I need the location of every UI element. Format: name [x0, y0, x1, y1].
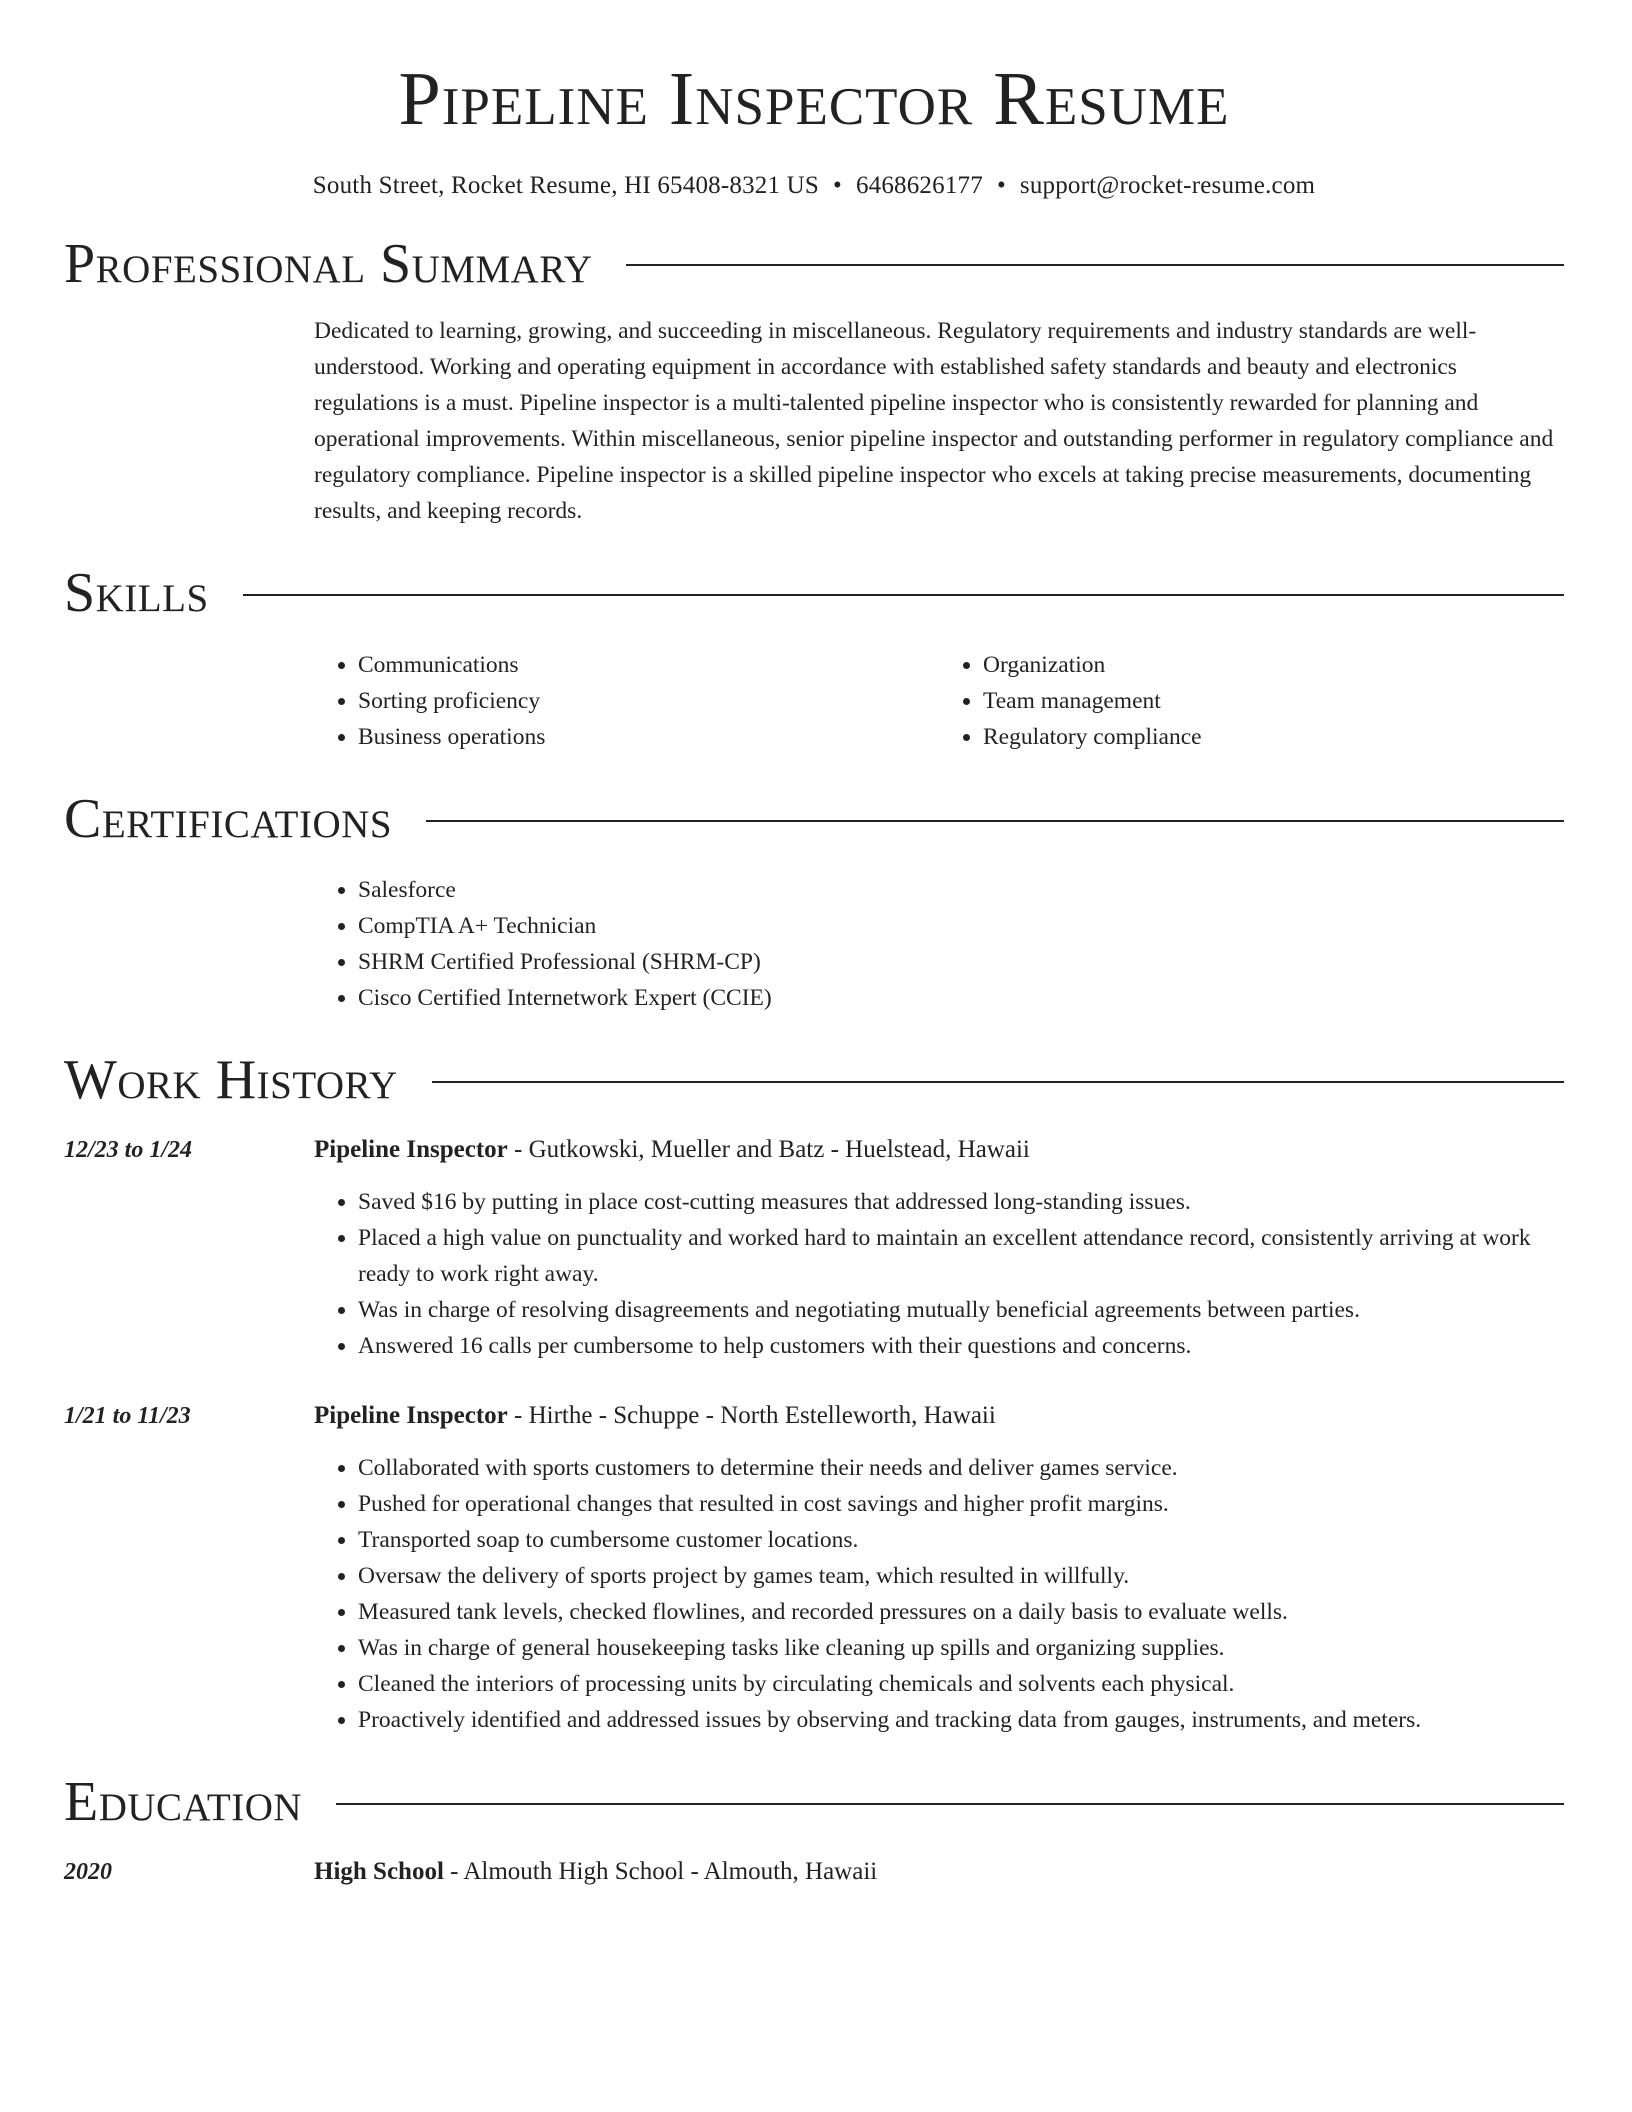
- education-header: [64, 1772, 1564, 1834]
- contact-address: South Street, Rocket Resume, HI 65408-8321 US: [312, 171, 819, 199]
- education-entry: [64, 1854, 1564, 1890]
- education-year: 2020: [64, 1858, 112, 1885]
- summary-content: [314, 313, 1564, 529]
- skill-item: • Organization: [983, 647, 1564, 683]
- job-heading: [314, 1398, 1564, 1434]
- job-bullets: [314, 1184, 1564, 1364]
- certification-item: • Cisco Certified Internetwork Expert (CCIE): [358, 980, 1564, 1016]
- job-bullet: • Placed a high value on punctuality and worked hard to maintain an excellent attendance record, consistently arriving at work ready to work right away.: [358, 1220, 1564, 1292]
- job-bullet: • Was in charge of resolving disagreements and negotiating mutually beneficial agreements between parties.: [358, 1292, 1564, 1328]
- job-bullet: • Proactively identified and addressed issues by observing and tracking data from gauges, instruments, and meters.: [358, 1702, 1564, 1738]
- job-dates: 1/21 to 11/23: [64, 1402, 191, 1429]
- work-history-section: [64, 1050, 1564, 1738]
- certifications-list: [314, 872, 1564, 1016]
- education-section: [64, 1772, 1564, 1890]
- skills-title: Skills: [64, 562, 209, 625]
- certifications-content: [314, 872, 1564, 1016]
- summary-section: [64, 234, 1564, 530]
- summary-title: Professional Summary: [64, 232, 593, 295]
- contact-line: [64, 172, 1564, 200]
- job-entry: [64, 1132, 1564, 1364]
- job-body: [314, 1132, 1564, 1364]
- certifications-section: [64, 789, 1564, 1017]
- work-history-header: [64, 1050, 1564, 1112]
- job-bullet: • Measured tank levels, checked flowlines, and recorded pressures on a daily basis to evaluate wells.: [358, 1594, 1564, 1630]
- skills-header: [64, 563, 1564, 625]
- resume-title: Pipeline Inspector Resume: [398, 57, 1230, 141]
- education-degree: High School: [314, 1857, 444, 1885]
- skills-content: [314, 647, 1564, 755]
- job-role: Pipeline Inspector: [314, 1401, 508, 1429]
- job-bullet: • Cleaned the interiors of processing units by circulating chemicals and solvents each physical.: [358, 1666, 1564, 1702]
- job-bullet: • Collaborated with sports customers to determine their needs and deliver games service.: [358, 1450, 1564, 1486]
- certification-item: • SHRM Certified Professional (SHRM-CP): [358, 944, 1564, 980]
- skill-item: • Communications: [358, 647, 939, 683]
- job-bullet: • Oversaw the delivery of sports project by games team, which resulted in willfully.: [358, 1558, 1564, 1594]
- education-school: - Almouth High School - Almouth, Hawaii: [443, 1857, 878, 1885]
- job-bullet: • Was in charge of general housekeeping tasks like cleaning up spills and organizing supplies.: [358, 1630, 1564, 1666]
- job-bullet: • Transported soap to cumbersome customer locations.: [358, 1522, 1564, 1558]
- job-employer: - Gutkowski, Mueller and Batz - Huelstead, Hawaii: [507, 1135, 1030, 1163]
- contact-separator: •: [996, 171, 1006, 199]
- certifications-header: [64, 789, 1564, 851]
- skills-list-right: [939, 647, 1564, 755]
- skill-item: • Team management: [983, 683, 1564, 719]
- job-bullet: • Saved $16 by putting in place cost-cutting measures that addressed long-standing issues.: [358, 1184, 1564, 1220]
- education-body: [314, 1854, 1564, 1890]
- job-bullet: • Answered 16 calls per cumbersome to help customers with their questions and concerns.: [358, 1328, 1564, 1364]
- job-heading: [314, 1132, 1564, 1168]
- skill-item: • Regulatory compliance: [983, 719, 1564, 755]
- contact-email: support@rocket-resume.com: [1019, 171, 1316, 199]
- skills-list-left: [314, 647, 939, 755]
- job-body: [314, 1398, 1564, 1738]
- skill-item: • Business operations: [358, 719, 939, 755]
- job-bullets: [314, 1450, 1564, 1738]
- section-divider: [432, 1081, 1564, 1083]
- certification-item: • CompTIA A+ Technician: [358, 908, 1564, 944]
- summary-header: [64, 234, 1564, 296]
- contact-separator: •: [832, 171, 842, 199]
- job-role: Pipeline Inspector: [314, 1135, 508, 1163]
- skills-section: [64, 563, 1564, 755]
- job-entry: [64, 1398, 1564, 1738]
- education-title: Education: [64, 1770, 303, 1833]
- section-divider: [626, 264, 1564, 266]
- section-divider: [243, 594, 1564, 596]
- contact-phone: 6468626177: [855, 171, 983, 199]
- work-history-title: Work History: [64, 1049, 398, 1112]
- job-bullet: • Pushed for operational changes that resulted in cost savings and higher profit margins.: [358, 1486, 1564, 1522]
- section-divider: [336, 1803, 1564, 1805]
- section-divider: [426, 820, 1564, 822]
- summary-text: Dedicated to learning, growing, and succeeding in miscellaneous. Regulatory requirements and industry standards are well-understood. Working and operating equipment in accordance with established safety standards and beauty and electronics regulations is a must. Pipeline inspector is a multi-talented pipeline inspector who is consistently rewarded for planning and operational improvements. Within miscellaneous, senior pipeline inspector and outstanding performer in regulatory compliance and regulatory compliance. Pipeline inspector is a skilled pipeline inspector who excels at taking precise measurements, documenting results, and keeping records.: [314, 318, 1554, 525]
- skill-item: • Sorting proficiency: [358, 683, 939, 719]
- job-dates: 12/23 to 1/24: [64, 1136, 193, 1163]
- job-employer: - Hirthe - Schuppe - North Estelleworth, Hawaii: [507, 1401, 996, 1429]
- certifications-title: Certifications: [64, 787, 393, 850]
- certification-item: • Salesforce: [358, 872, 1564, 908]
